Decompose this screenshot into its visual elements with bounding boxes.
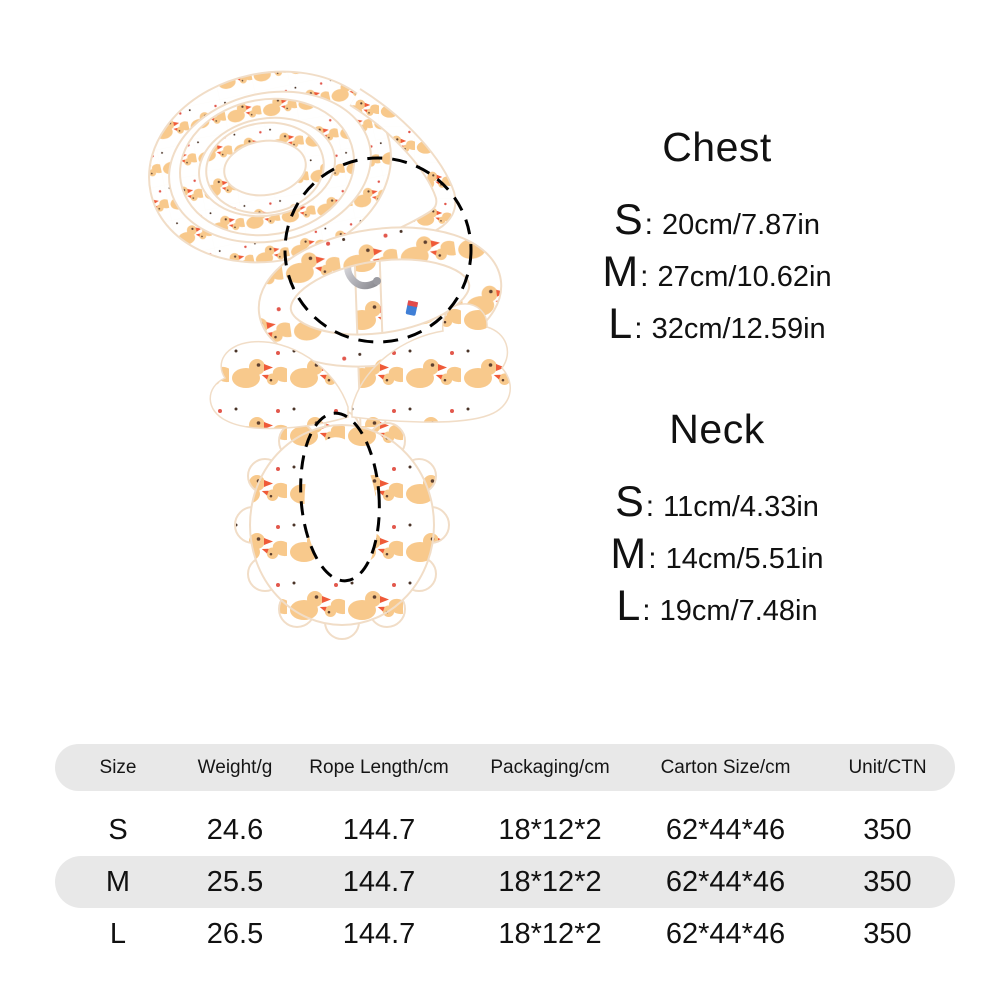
neck-spec-items (552, 476, 882, 632)
header-carton-size: Carton Size/cm (660, 756, 791, 778)
cell: L (109, 917, 127, 950)
chest-spec-items (552, 194, 882, 350)
neck-ruffle (235, 411, 449, 639)
table-body (55, 804, 955, 960)
cell: 62*44*46 (665, 865, 786, 898)
cell: 144.7 (342, 917, 416, 950)
chest-size-s (552, 194, 882, 246)
chest-size-m (552, 246, 882, 298)
header-size: Size (99, 756, 137, 778)
header-rope-length: Rope Length/cm (309, 756, 449, 778)
chest-size-l (552, 298, 882, 350)
size-value: 20cm/7.87in (662, 209, 821, 241)
cell: M (105, 865, 131, 898)
cell: 144.7 (342, 813, 416, 846)
header-weight: Weight/g (197, 756, 273, 778)
size-value: 27cm/10.62in (657, 261, 832, 293)
size-letter: M : (602, 246, 648, 303)
size-value: 14cm/5.51in (665, 543, 824, 575)
table-row-s (55, 804, 955, 856)
cell: 26.5 (206, 917, 264, 950)
cell: 62*44*46 (665, 917, 786, 950)
cell: 144.7 (342, 865, 416, 898)
size-letter: S : (615, 476, 654, 533)
cell: 18*12*2 (498, 865, 602, 898)
neck-specs (552, 404, 882, 632)
cell: 350 (863, 813, 912, 846)
header-unit-ctn: Unit/CTN (848, 756, 927, 778)
cell: 350 (863, 917, 912, 950)
size-letter: L : (616, 580, 650, 637)
neck-size-m (552, 528, 882, 580)
size-letter: M : (610, 528, 656, 585)
spec-table (55, 744, 955, 960)
cell: 25.5 (206, 865, 264, 898)
table-row-m (55, 856, 955, 908)
product-image (55, 55, 575, 695)
cell: 350 (863, 865, 912, 898)
cell: 18*12*2 (498, 917, 602, 950)
cell: S (108, 813, 128, 846)
brand-tag (405, 300, 418, 316)
table-header-row (55, 744, 955, 791)
header-packaging: Packaging/cm (490, 756, 610, 778)
cell: 18*12*2 (498, 813, 602, 846)
neck-size-s (552, 476, 882, 528)
size-letter: S : (614, 194, 653, 251)
size-value: 32cm/12.59in (651, 313, 826, 345)
chest-specs (552, 122, 882, 350)
size-value: 19cm/7.48in (659, 595, 818, 627)
cell: 24.6 (206, 813, 264, 846)
chest-title: Chest (662, 124, 772, 170)
size-letter: L : (608, 298, 642, 355)
table-row-l (55, 908, 955, 960)
size-value: 11cm/4.33in (663, 491, 819, 523)
neck-size-l (552, 580, 882, 632)
neck-title: Neck (669, 406, 765, 452)
cell: 62*44*46 (665, 813, 786, 846)
